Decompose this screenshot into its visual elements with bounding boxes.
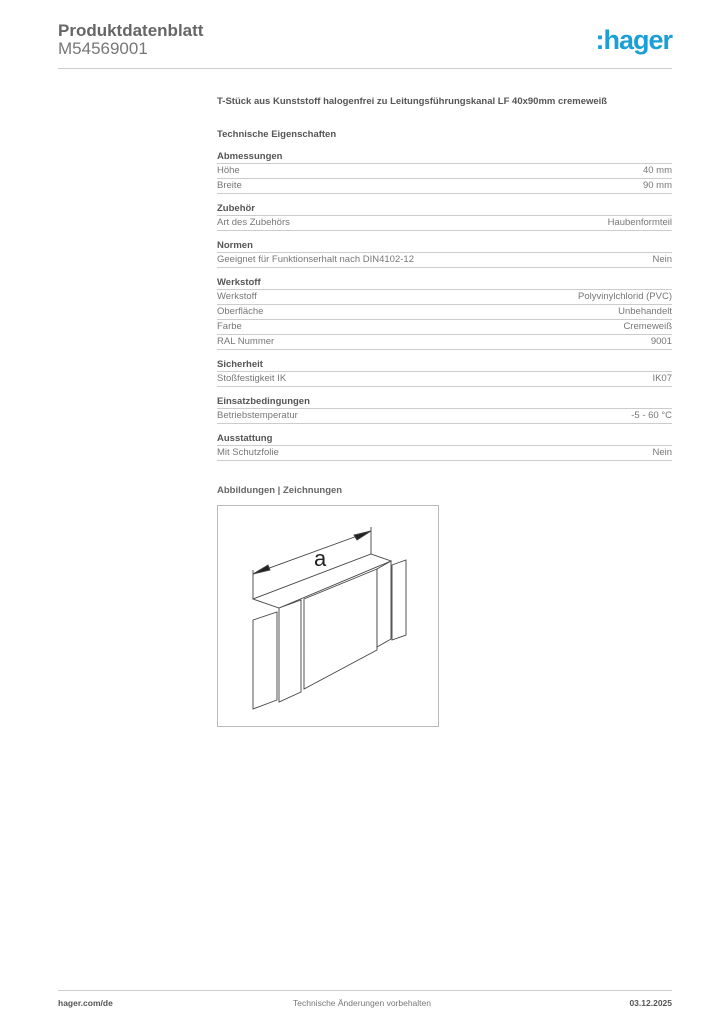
footer-website[interactable]: hager.com/de	[58, 998, 113, 1008]
property-value: Nein	[652, 447, 672, 458]
property-value: IK07	[652, 373, 672, 384]
property-section	[217, 202, 672, 231]
property-row	[217, 320, 672, 335]
section-heading: Einsatzbedingungen	[217, 395, 672, 409]
property-value: 40 mm	[642, 165, 672, 176]
property-row	[217, 446, 672, 461]
property-label: Stoßfestigkeit IK	[217, 373, 287, 384]
property-row	[217, 305, 672, 320]
property-value: -5 - 60 °C	[631, 410, 672, 421]
property-label: Art des Zubehörs	[217, 217, 290, 228]
property-row	[217, 253, 672, 268]
property-value: 90 mm	[642, 180, 672, 191]
property-section	[217, 150, 672, 194]
property-row	[217, 179, 672, 194]
property-section	[217, 395, 672, 424]
section-heading: Normen	[217, 239, 672, 253]
footer-date: 03.12.2025	[629, 998, 672, 1008]
property-label: RAL Nummer	[217, 336, 275, 347]
section-heading: Abmessungen	[217, 150, 672, 164]
property-section	[217, 239, 672, 268]
property-section	[217, 358, 672, 387]
property-value: Nein	[652, 254, 672, 265]
property-value: 9001	[650, 336, 672, 347]
footer-note: Technische Änderungen vorbehalten	[293, 998, 431, 1008]
section-heading: Zubehör	[217, 202, 672, 216]
footer-divider	[58, 990, 672, 991]
section-heading: Ausstattung	[217, 432, 672, 446]
property-value: Polyvinylchlorid (PVC)	[578, 291, 672, 302]
property-label: Betriebstemperatur	[217, 410, 298, 421]
property-row	[217, 290, 672, 305]
header-divider	[58, 68, 672, 69]
property-label: Breite	[217, 180, 242, 191]
properties-list	[217, 150, 672, 461]
page-title: Produktdatenblatt	[58, 21, 204, 40]
property-section	[217, 432, 672, 461]
main-content	[217, 96, 672, 727]
property-label: Werkstoff	[217, 291, 257, 302]
property-value: Haubenformteil	[607, 217, 672, 228]
property-row	[217, 216, 672, 231]
product-title: T-Stück aus Kunststoff halogenfrei zu Leitungsführungskanal LF 40x90mm cremeweiß	[217, 96, 608, 107]
section-heading: Werkstoff	[217, 276, 672, 290]
property-label: Farbe	[217, 321, 242, 332]
property-row	[217, 164, 672, 179]
hager-logo: :hager	[595, 25, 672, 55]
figures-title: Abbildungen | Zeichnungen	[217, 485, 343, 496]
product-drawing	[217, 505, 439, 727]
article-number: M54569001	[58, 39, 148, 58]
section-heading: Sicherheit	[217, 358, 672, 372]
property-label: Höhe	[217, 165, 240, 176]
property-label: Geeignet für Funktionserhalt nach DIN4102-12	[217, 254, 414, 265]
property-label: Mit Schutzfolie	[217, 447, 279, 458]
property-value: Cremeweiß	[623, 321, 672, 332]
dimension-label: a	[314, 546, 327, 571]
property-row	[217, 372, 672, 387]
property-row	[217, 335, 672, 350]
property-row	[217, 409, 672, 424]
property-section	[217, 276, 672, 350]
section-title: Technische Eigenschaften	[217, 129, 337, 140]
property-label: Oberfläche	[217, 306, 264, 317]
property-value: Unbehandelt	[618, 306, 672, 317]
